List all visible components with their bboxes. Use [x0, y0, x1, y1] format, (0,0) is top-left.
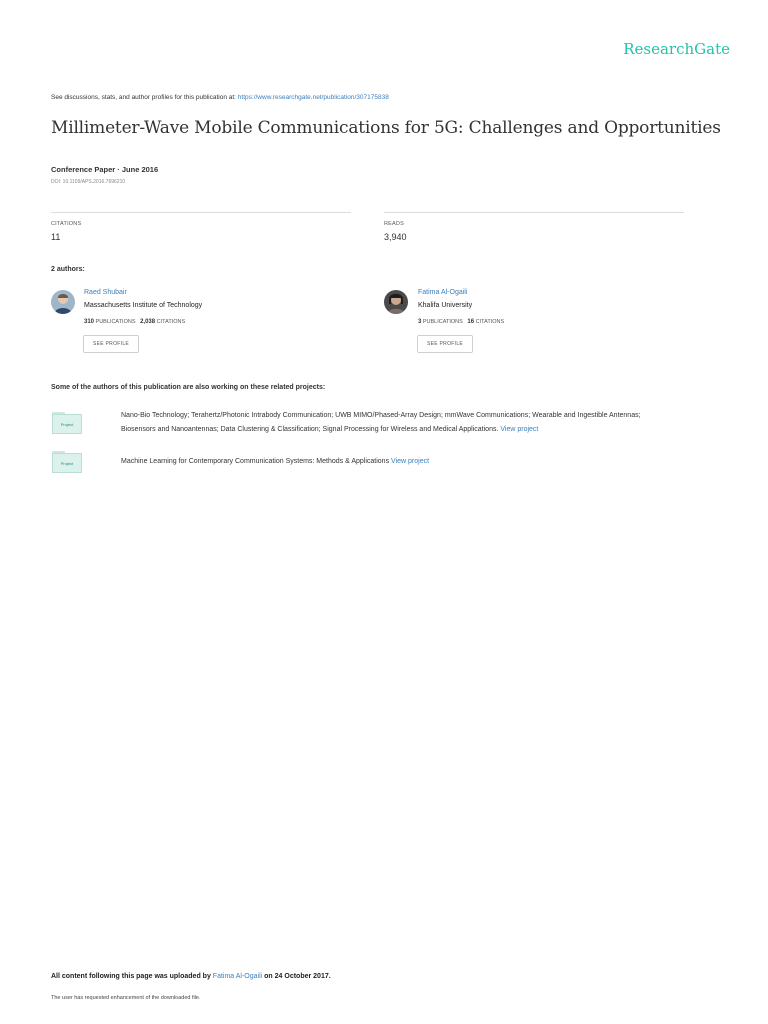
- view-project-link[interactable]: View project: [391, 458, 430, 465]
- paper-title: Millimeter-Wave Mobile Communications for 5G: Challenges and Opportunities: [51, 118, 721, 138]
- citations-label: CITATIONS: [51, 221, 82, 227]
- publication-link[interactable]: https://www.researchgate.net/publication/307175838: [237, 94, 389, 101]
- paper-doi: DOI: 10.1109/APS.2016.7696210: [51, 179, 126, 185]
- source-prefix: See discussions, stats, and author profiles for this publication at:: [51, 94, 238, 101]
- source-line: [51, 94, 389, 101]
- citation-label: CITATIONS: [475, 319, 505, 325]
- view-project-link[interactable]: View project: [500, 426, 539, 433]
- project-line-1: Machine Learning for Contemporary Communication Systems: Methods & Applications: [121, 458, 390, 465]
- reads-divider: [384, 212, 684, 213]
- publication-count: 310: [84, 319, 95, 325]
- publication-count: 3: [418, 319, 422, 325]
- project-line-2: Biosensors and Nanoantennas; Data Clustering & Classification; Signal Processing for Wireless and Medical Applications.: [121, 426, 499, 433]
- upload-note: [51, 973, 331, 980]
- author-photo-icon: [384, 290, 408, 314]
- author-name[interactable]: Raed Shubair: [84, 289, 127, 296]
- citations-divider: [51, 212, 351, 213]
- see-profile-button[interactable]: SEE PROFILE: [417, 335, 473, 353]
- see-profile-button[interactable]: SEE PROFILE: [83, 335, 139, 353]
- enhancement-note: The user has requested enhancement of the downloaded file.: [51, 995, 201, 1001]
- uploader-link[interactable]: Fatima Al-Ogaili: [212, 973, 263, 980]
- project-description: [121, 409, 721, 437]
- project-icon-label: Project: [52, 414, 82, 434]
- authors-heading: 2 authors:: [51, 266, 85, 273]
- author-institution: Khalifa University: [418, 302, 473, 309]
- citation-count: 2,038: [140, 319, 156, 325]
- author-metrics: [84, 319, 185, 325]
- upload-prefix: All content following this page was uploaded by: [51, 973, 213, 980]
- researchgate-logo[interactable]: ResearchGate: [623, 40, 730, 58]
- citation-label: CITATIONS: [156, 319, 186, 325]
- related-projects-heading: Some of the authors of this publication are also working on these related projects:: [51, 384, 326, 391]
- avatar[interactable]: [51, 290, 75, 314]
- upload-suffix: on 24 October 2017.: [262, 973, 331, 980]
- project-description: [121, 455, 721, 469]
- publication-label: PUBLICATIONS: [95, 319, 136, 325]
- publication-label: PUBLICATIONS: [422, 319, 463, 325]
- project-icon-label: Project: [52, 453, 82, 473]
- avatar[interactable]: [384, 290, 408, 314]
- author-metrics: [418, 319, 504, 325]
- project-folder-icon[interactable]: [52, 412, 82, 434]
- project-folder-icon[interactable]: [52, 451, 82, 473]
- citation-count: 16: [467, 319, 475, 325]
- project-line-1: Nano-Bio Technology; Terahertz/Photonic Intrabody Communication; UWB MIMO/Phased-Array Design; mmWave Communications; Wearable and Ingestible Antennas;: [121, 412, 641, 419]
- author-photo-icon: [51, 290, 75, 314]
- citations-value: 11: [51, 232, 61, 242]
- reads-value: 3,940: [384, 232, 407, 242]
- author-name[interactable]: Fatima Al-Ogaili: [418, 289, 468, 296]
- author-institution: Massachusetts Institute of Technology: [84, 302, 203, 309]
- reads-label: READS: [384, 221, 404, 227]
- paper-type: Conference Paper · June 2016: [51, 165, 159, 174]
